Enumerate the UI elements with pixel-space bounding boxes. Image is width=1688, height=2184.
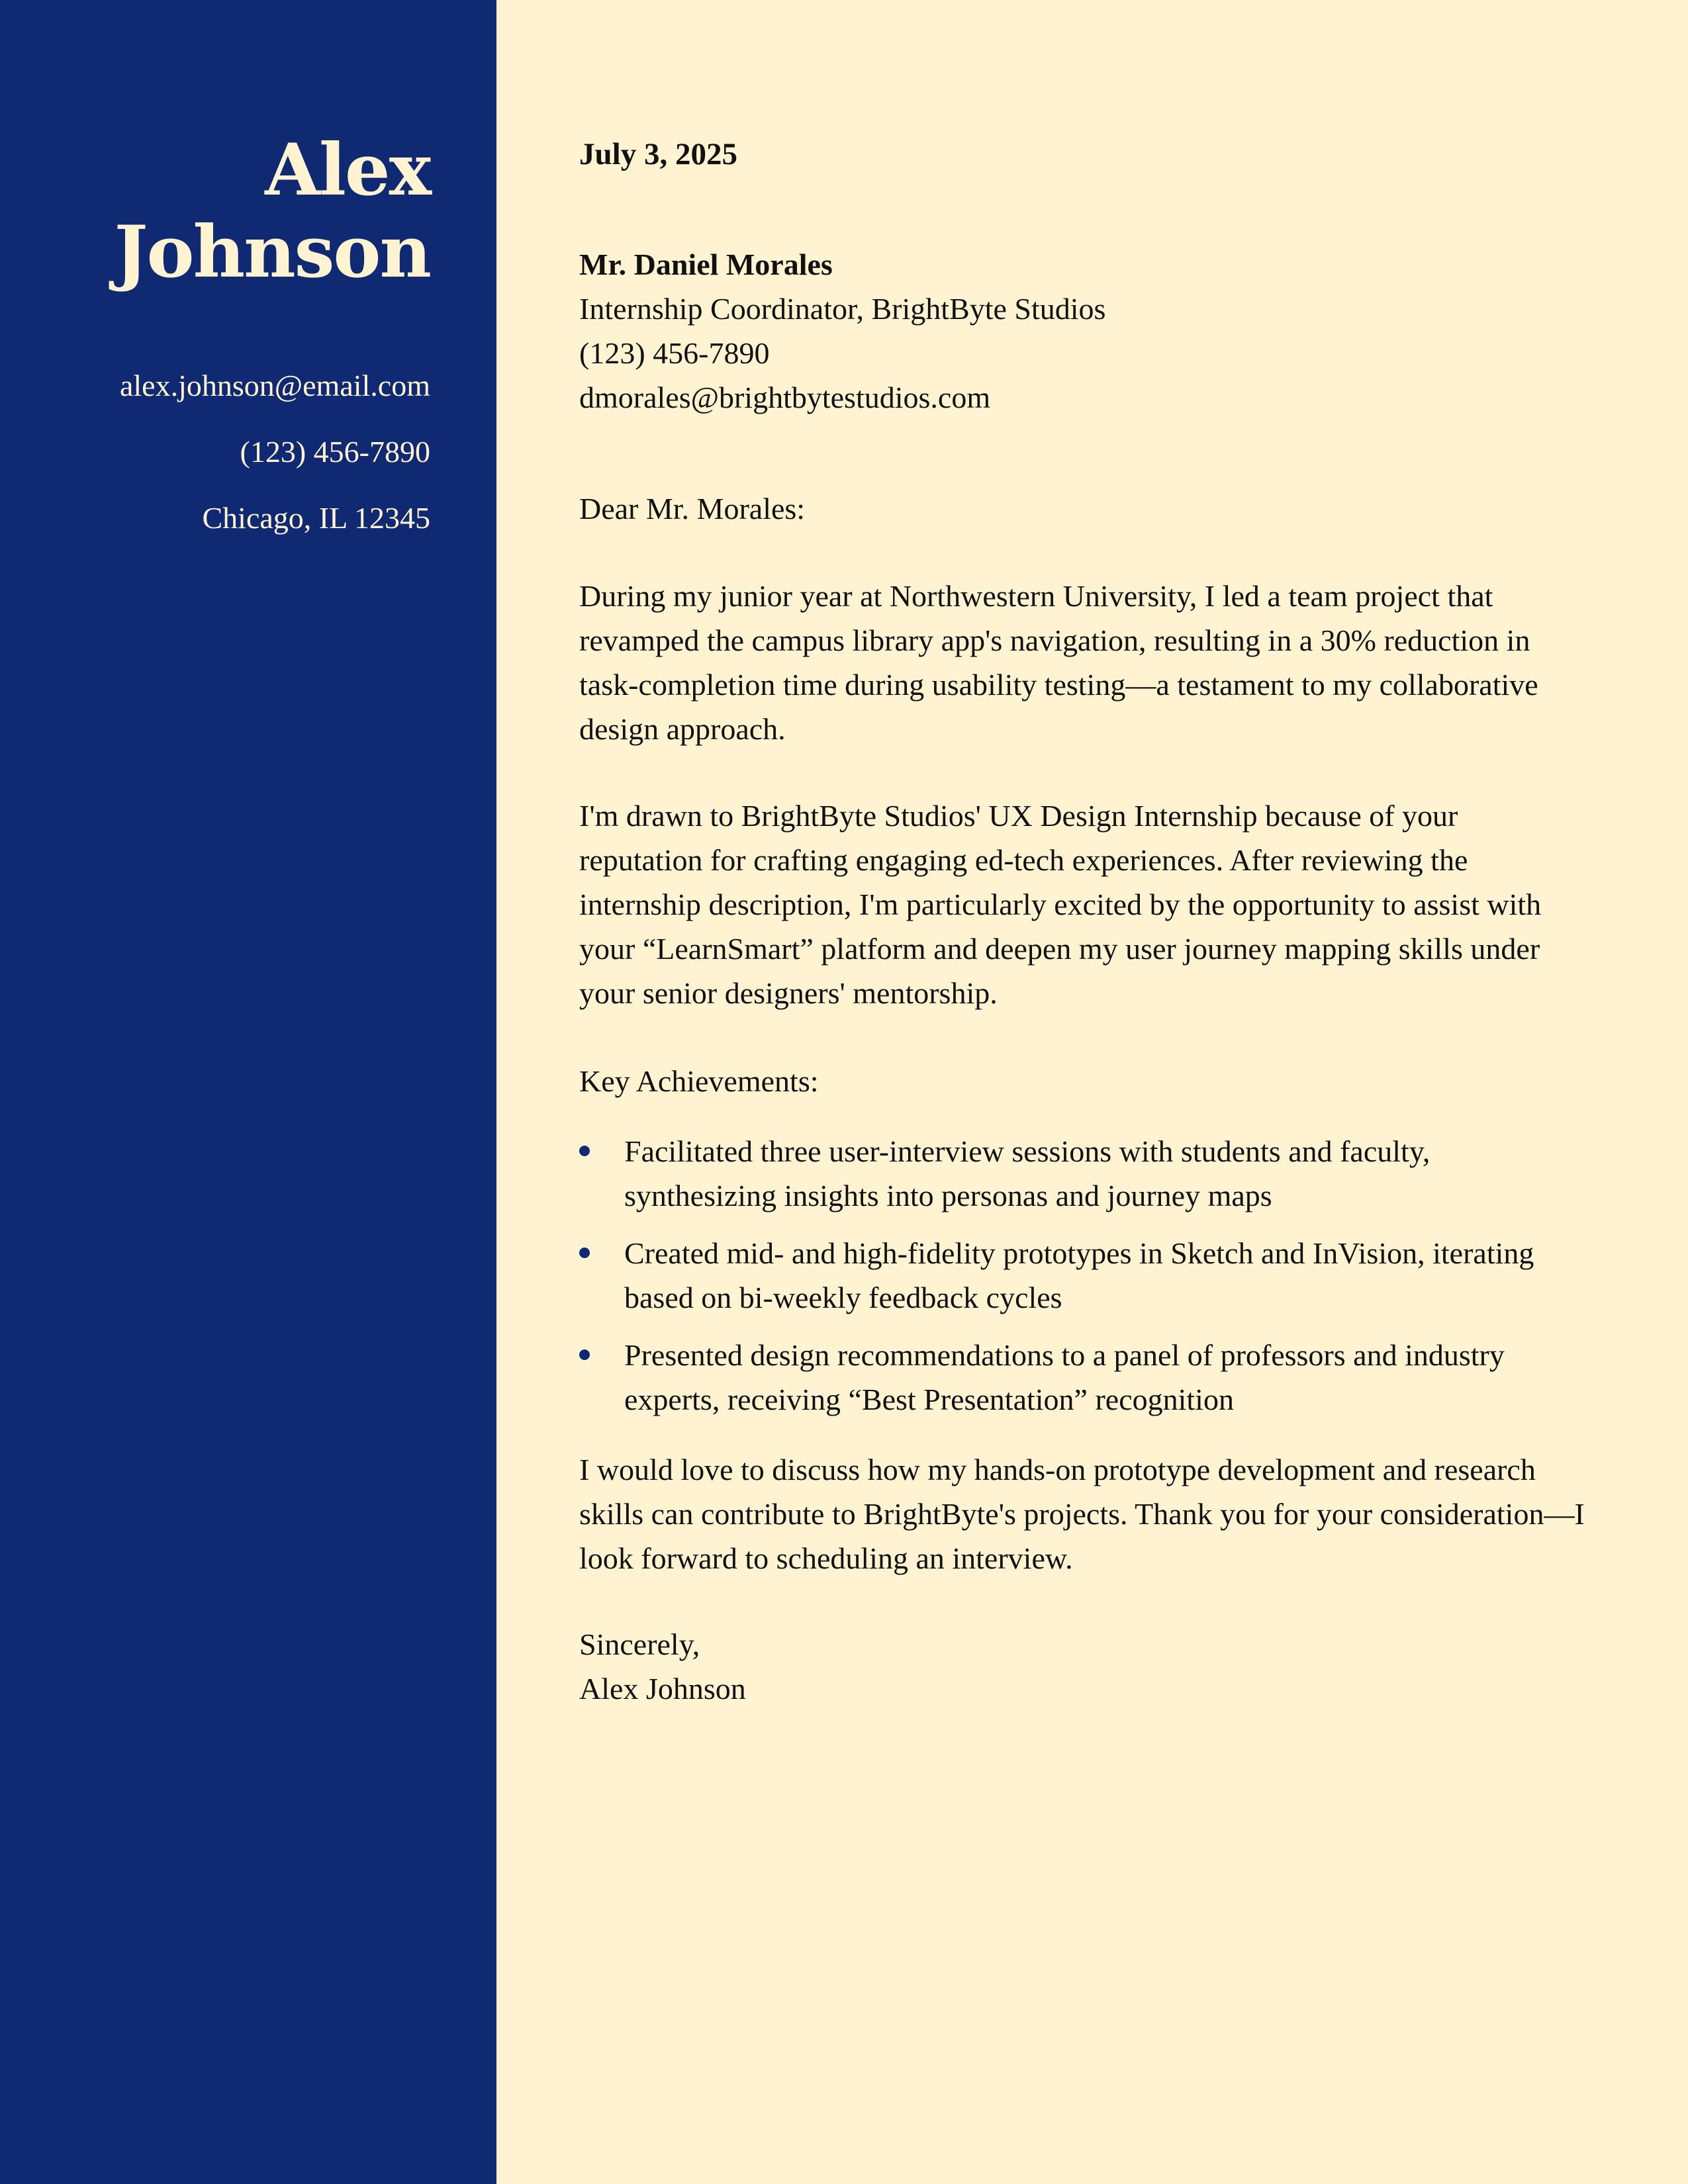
recipient-name: Mr. Daniel Morales	[579, 248, 833, 281]
bullet-icon	[579, 1146, 590, 1156]
list-item	[579, 1333, 1585, 1422]
achievement-text: Created mid- and high-fidelity prototypes in Sketch and InVision, iterating based on bi-weekly feedback cycles	[624, 1236, 1534, 1314]
bullet-icon	[579, 1248, 590, 1258]
salutation: Dear Mr. Morales:	[579, 492, 806, 525]
bullet-icon	[579, 1349, 590, 1360]
sender-name	[0, 129, 430, 293]
achievements-title: Key Achievements:	[579, 1064, 819, 1098]
sender-email[interactable]: alex.johnson@email.com	[119, 369, 430, 402]
achievements-list	[579, 1129, 1585, 1435]
recipient-phone[interactable]: (123) 456-7890	[579, 336, 770, 370]
sender-first-name: Alex	[265, 128, 430, 212]
letter-date: July 3, 2025	[579, 137, 737, 171]
closing-block	[579, 1622, 746, 1711]
achievement-text: Presented design recommendations to a panel of professors and industry experts, receiving “Best Presentation” recognition	[624, 1338, 1505, 1416]
sender-location: Chicago, IL 12345	[202, 501, 430, 535]
recipient-email[interactable]: dmorales@brightbytestudios.com	[579, 381, 991, 414]
recipient-block	[579, 242, 1105, 420]
achievement-text: Facilitated three user-interview sessions with students and faculty, synthesizing insights into personas and journey maps	[624, 1134, 1430, 1212]
paragraph-1: During my junior year at Northwestern University, I led a team project that revamped the campus library app's navigation, resulting in a 30% reduction in task-completion time during usability testing—a testament to my collaborative design approach.	[579, 579, 1538, 746]
paragraph-2: I'm drawn to BrightByte Studios' UX Design Internship because of your reputation for crafting engaging ed-tech experiences. After reviewing the internship description, I'm particularly excited by the opportunity to assist with your “LearnSmart” platform and deepen my user journey mapping skills under your senior designers' mentorship.	[579, 799, 1542, 1010]
sender-last-name: Johnson	[114, 210, 430, 294]
list-item	[579, 1129, 1585, 1218]
signature: Alex Johnson	[579, 1672, 746, 1706]
paragraph-3: I would love to discuss how my hands-on prototype development and research skills can contribute to BrightByte's projects. Thank you for your consideration—I look forward to scheduling an interview.	[579, 1453, 1585, 1575]
sidebar	[0, 0, 496, 2184]
list-item	[579, 1231, 1585, 1320]
sender-phone[interactable]: (123) 456-7890	[240, 435, 430, 469]
recipient-title: Internship Coordinator, BrightByte Studios	[579, 292, 1106, 326]
closing-phrase: Sincerely,	[579, 1627, 700, 1661]
sender-contact	[0, 353, 430, 551]
